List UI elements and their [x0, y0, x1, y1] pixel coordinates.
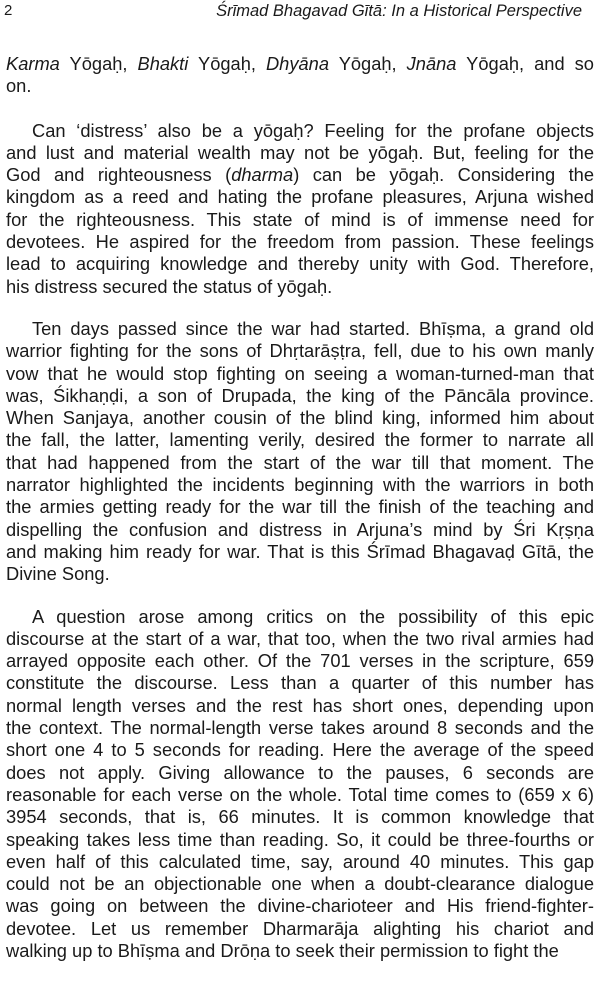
text-run: on. [6, 75, 32, 97]
running-head [0, 0, 600, 24]
text-line [6, 496, 594, 518]
text-line [6, 918, 594, 940]
running-title: Śrīmad Bhagavad Gītā: In a Historical Perspective [216, 2, 582, 20]
text-run: A question arose among critics on the possibility of this epic [32, 605, 594, 627]
text-run: was, Śikhaṇḍi, a son of Drupada, the king of the Pāncāla province. [6, 384, 594, 406]
text-run: Can ‘distress’ also be a yōgaḥ? Feeling for the profane objects [32, 119, 594, 141]
text-line [6, 474, 594, 496]
text-run: vow that he would stop fighting on seeing a woman-turned-man that [6, 362, 594, 384]
text-run: ) can be yōgaḥ. Considering the [293, 164, 595, 186]
text-run: for the righteousness. This state of mind is of immense need for [6, 208, 594, 230]
text-line [6, 186, 594, 208]
text-run: Divine Song. [6, 563, 110, 585]
text-line [6, 276, 594, 298]
text-line [6, 873, 594, 895]
page-number: 2 [4, 2, 13, 19]
text-line [6, 806, 594, 828]
text-line [6, 318, 594, 340]
text-run: does not apply. Giving allowance to the pauses, 6 seconds are [6, 761, 594, 783]
text-line [6, 164, 594, 186]
paragraph-ten-days [6, 318, 594, 586]
text-run: narrator highlighted the incidents beginning with the warriors in both [6, 474, 594, 496]
text-line [6, 429, 594, 451]
text-run: Ten days passed since the war had started. Bhīṣma, a grand old [32, 317, 594, 339]
text-line [6, 452, 594, 474]
text-run: that had happened from the start of the war till that moment. The [6, 451, 594, 473]
text-line [6, 75, 594, 97]
text-line [6, 628, 594, 650]
italic-term: Dhyāna [265, 53, 329, 74]
text-line [6, 895, 594, 917]
text-run: and making him ready for war. That is this Śrīmad Bhagavaḍ Gītā, the [6, 540, 594, 562]
body-text [6, 53, 594, 982]
text-line [6, 385, 594, 407]
text-run: devotees. He aspired for the freedom from passion. These feelings [6, 231, 594, 253]
text-line [6, 784, 594, 806]
text-run: the context. The normal-length verse takes around 8 seconds and the [6, 717, 594, 739]
text-run: kingdom as a reed and hating the profane pleasures, Arjuna wished [6, 186, 594, 208]
text-run: lead to acquiring knowledge and thereby unity with God. Therefore, [6, 253, 594, 275]
text-run: 3954 seconds, that is, 66 minutes. It is common knowledge that [6, 806, 594, 828]
text-run: Yōgaḥ, [329, 53, 407, 74]
italic-term: Karma [6, 53, 60, 74]
text-line [6, 519, 594, 541]
text-line [6, 606, 594, 628]
text-run: Yōgaḥ, and so [456, 53, 594, 74]
italic-term: dharma [231, 164, 294, 186]
text-run: devotee. Let us remember Dharmarāja alighting his chariot and [6, 917, 594, 939]
text-line [6, 142, 594, 164]
text-run: his distress secured the status of yōgaḥ. [6, 275, 333, 297]
text-line [6, 231, 594, 253]
text-line [6, 541, 594, 563]
text-run: constitute the discourse. Less than a quarter of this number has [6, 672, 594, 694]
text-run: dispelling the confusion and distress in Arjuna’s mind by Śri Kṛṣṇa [6, 518, 594, 540]
text-line [6, 851, 594, 873]
text-run: walking up to Bhīṣma and Drōṇa to seek their permission to fight the [6, 939, 559, 961]
text-run: warrior fighting for the sons of Dhṛtarāṣṭra, fell, due to his own manly [6, 340, 594, 362]
text-line [6, 563, 594, 585]
text-run: reasonable for each verse on the whole. Total time comes to (659 x 6) [6, 783, 594, 805]
text-run: speaking takes less time than reading. So, it could be three-fourths or [6, 828, 594, 850]
text-line [6, 940, 594, 962]
text-run: the fall, the latter, lamenting verily, desired the former to narrate all [6, 429, 594, 451]
paragraph-distress [6, 120, 594, 298]
text-run: even half of this calculated time, say, around 40 minutes. This gap [6, 850, 594, 872]
text-line [6, 363, 594, 385]
text-run: discourse at the start of a war, that too, when the two rival armies had [6, 627, 594, 649]
text-line [6, 209, 594, 231]
text-line [6, 253, 594, 275]
text-run: Yōgaḥ, [59, 53, 138, 74]
paragraph-yoga-list [6, 53, 594, 98]
text-line [6, 762, 594, 784]
text-run: God and righteousness ( [6, 164, 232, 186]
text-run: and lust and material wealth may not be yōgaḥ. But, feeling for the [6, 141, 594, 163]
text-line [6, 695, 594, 717]
text-line [6, 53, 594, 75]
text-line [6, 407, 594, 429]
text-run: normal length verses and the rest has short ones, depending upon [6, 694, 594, 716]
text-line [6, 340, 594, 362]
text-run: the armies getting ready for the war till the finish of the teaching and [6, 496, 594, 518]
text-line [6, 739, 594, 761]
paragraph-question [6, 606, 594, 963]
text-run: short one 4 to 5 seconds for reading. Here the average of the speed [6, 739, 594, 761]
text-line [6, 120, 594, 142]
text-line [6, 650, 594, 672]
italic-term: Bhakti [137, 53, 189, 74]
text-run: was going on between the divine-charioteer and His friend-fighter- [6, 895, 594, 917]
text-run: Yōgaḥ, [188, 53, 266, 74]
text-line [6, 717, 594, 739]
text-run: could not be an objectionable one when a doubt-clearance dialogue [6, 873, 594, 895]
text-line [6, 672, 594, 694]
text-run: arrayed opposite each other. Of the 701 verses in the scripture, 659 [6, 650, 594, 672]
text-run: When Sanjaya, another cousin of the blind king, informed him about [6, 407, 594, 429]
italic-term: Jnāna [406, 53, 457, 74]
text-line [6, 829, 594, 851]
